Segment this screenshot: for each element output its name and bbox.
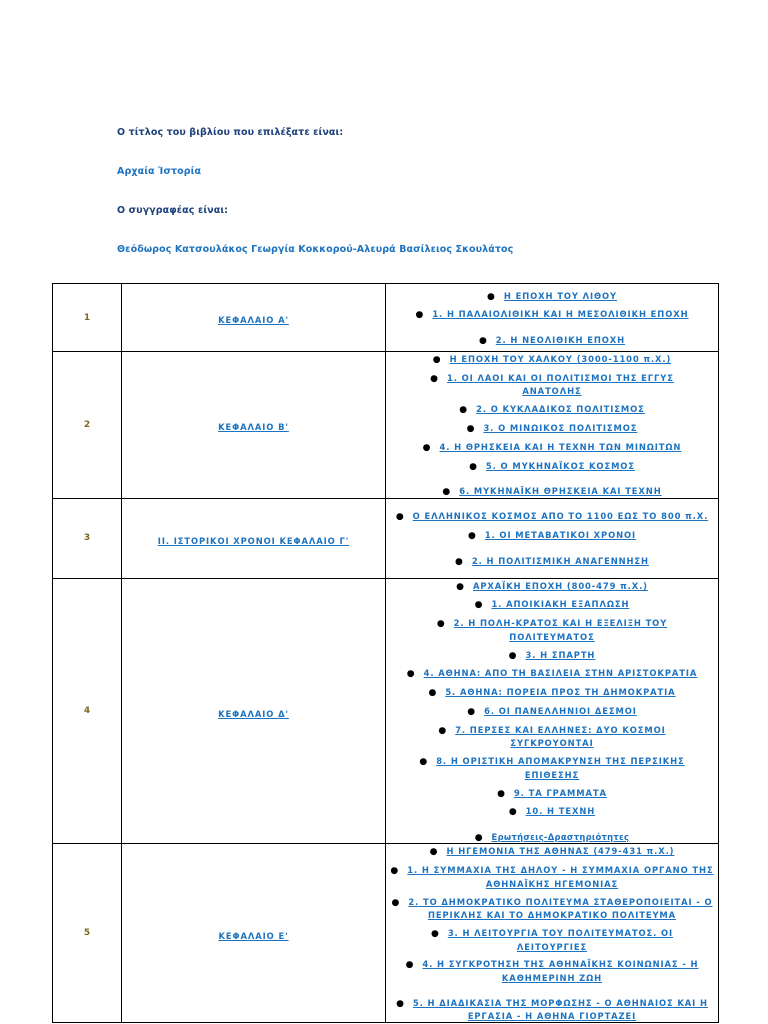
topic-link[interactable]: 2. Ο ΚΥΚΛΑΔΙΚΟΣ ΠΟΛΙΤΙΣΜΟΣ (476, 404, 645, 415)
bullet-icon: ● (486, 291, 495, 302)
book-title-value: Αρχαία Ίστορία (117, 166, 202, 177)
bullet-icon: ● (497, 788, 505, 799)
bullet-icon: ● (478, 335, 487, 346)
topic-link[interactable]: 2. ΤΟ ΔΗΜΟΚΡΑΤΙΚΟ ΠΟΛΙΤΕΥΜΑ ΣΤΑΘΕΡΟΠΟΙΕΙΤΑΙ - Ο ΠΕΡΙΚΛΗΣ ΚΑΙ ΤΟ ΔΗΜΟΚΡΑΤΙΚΟ ΠΟΛΙΤΕΥΜΑ (408, 896, 713, 921)
topic-item (386, 528, 718, 542)
topic-item (386, 704, 718, 718)
topic-item (386, 307, 718, 321)
chapter-row (53, 578, 719, 844)
topic-link[interactable]: 3. Η ΣΠΑΡΤΗ (525, 649, 596, 660)
bullet-icon: ● (508, 650, 517, 661)
topic-link[interactable]: Η ΗΓΕΜΟΝΙΑ ΤΗΣ ΑΘΗΝΑΣ (479-431 π.Χ.) (446, 846, 675, 857)
topic-item (386, 926, 718, 952)
bullet-icon: ● (432, 355, 441, 365)
topic-item (386, 554, 718, 568)
topic-link[interactable]: 4. ΑΘΗΝΑ: ΑΠΟ ΤΗ ΒΑΣΙΛΕΙΑ ΣΤΗΝ ΑΡΙΣΤΟΚΡΑΤΙΑ (423, 668, 698, 679)
topic-item (386, 352, 718, 366)
bullet-icon: ● (391, 897, 400, 908)
topic-link[interactable]: 6. ΜΥΚΗΝΑΪΚΗ ΘΡΗΣΚΕΙΑ ΚΑΙ ΤΕΧΝΗ (459, 486, 662, 497)
chapter-number: 3 (53, 498, 122, 578)
bullet-icon: ● (406, 669, 415, 680)
topic-link[interactable]: 5. ΑΘΗΝΑ: ΠΟΡΕΙΑ ΠΡΟΣ ΤΗ ΔΗΜΟΚΡΑΤΙΑ (445, 687, 676, 698)
bullet-icon: ● (429, 847, 438, 858)
topic-link[interactable]: 4. Η ΣΥΓΚΡΟΤΗΣΗ ΤΗΣ ΑΘΗΝΑΪΚΗΣ ΚΟΙΝΩΝΙΑΣ - Η ΚΑΘΗΜΕΡΙΝΗ ΖΩΗ (422, 959, 699, 983)
chapter-row (53, 352, 719, 499)
topic-item (386, 484, 718, 498)
topic-link[interactable]: 1. Η ΠΑΛΑΙΟΛΙΘΙΚΗ ΚΑΙ Η ΜΕΣΟΛΙΘΙΚΗ ΕΠΟΧΗ (432, 309, 689, 320)
topic-item (386, 844, 718, 858)
topic-link[interactable]: 1. ΑΠΟΙΚΙΑΚΗ ΕΞΑΠΛΩΣΗ (491, 599, 630, 610)
bullet-icon: ● (430, 929, 439, 939)
topic-item (386, 333, 718, 347)
topic-link[interactable]: 4. Η ΘΡΗΣΚΕΙΑ ΚΑΙ Η ΤΕΧΝΗ ΤΩΝ ΜΙΝΩΙΤΩΝ (439, 441, 682, 452)
bullet-icon: ● (474, 600, 483, 611)
author-label: Ο συγγραφέας είναι: (117, 205, 229, 216)
bullet-icon: ● (467, 530, 476, 541)
topic-item (386, 597, 718, 611)
topic-link[interactable]: Ερωτήσεις-Δραστηριότητες (491, 831, 630, 842)
topic-item (386, 830, 718, 844)
topic-item (386, 895, 718, 921)
topic-item (386, 804, 718, 818)
topic-link[interactable]: 1. ΟΙ ΜΕΤΑΒΑΤΙΚΟΙ ΧΡΟΝΟΙ (484, 529, 637, 540)
topic-item (386, 616, 718, 642)
topic-item (386, 685, 718, 699)
topic-item (386, 440, 718, 454)
bullet-icon: ● (508, 807, 517, 818)
topic-item (386, 754, 718, 780)
topic-link[interactable]: 5. Η ΔΙΑΔΙΚΑΣΙΑ ΤΗΣ ΜΟΡΦΩΣΗΣ - Ο ΑΘΗΝΑΙΟΣ ΚΑΙ Η ΕΡΓΑΣΙΑ - Η ΑΘΗΝΑ ΓΙΟΡΤΑΖΕΙ (412, 997, 708, 1022)
bullet-icon: ● (405, 960, 414, 971)
topic-item (386, 957, 718, 983)
topic-link[interactable]: Η ΕΠΟΧΗ ΤΟΥ ΧΑΛΚΟΥ (3000-1100 π.Χ.) (449, 354, 672, 364)
topic-list (386, 579, 718, 844)
bullet-icon: ● (415, 310, 424, 321)
bullet-icon: ● (436, 619, 445, 630)
bullet-icon: ● (390, 866, 399, 877)
topic-link[interactable]: 2. Η ΝΕΟΛΙΘΙΚΗ ΕΠΟΧΗ (495, 334, 626, 345)
chapter-row (53, 284, 719, 352)
bullet-icon: ● (467, 706, 476, 717)
topic-link[interactable]: 3. Ο ΜΙΝΩΙΚΟΣ ΠΟΛΙΤΙΣΜΟΣ (483, 422, 638, 433)
chapter-number: 4 (53, 578, 122, 844)
topic-link[interactable]: 5. Ο ΜΥΚΗΝΑΪΚΟΣ ΚΟΣΜΟΣ (485, 460, 635, 471)
topic-link[interactable]: 6. ΟΙ ΠΑΝΕΛΛΗΝΙΟΙ ΔΕΣΜΟΙ (484, 705, 637, 716)
bullet-icon: ● (419, 757, 428, 768)
topic-link[interactable]: 1. Η ΣΥΜΜΑΧΙΑ ΤΗΣ ΔΗΛΟΥ - Η ΣΥΜΜΑΧΙΑ ΟΡΓΑΝΟ ΤΗΣ ΑΘΗΝΑΪΚΗΣ ΗΓΕΜΟΝΙΑΣ (407, 865, 714, 889)
bullet-icon: ● (466, 423, 475, 434)
bullet-icon: ● (422, 442, 431, 453)
topic-item (386, 289, 718, 303)
topic-item (386, 996, 718, 1022)
chapter-number: 2 (53, 352, 122, 499)
topic-link[interactable]: 10. Η ΤΕΧΝΗ (525, 806, 596, 817)
chapter-row (53, 498, 719, 578)
chapter-row (53, 844, 719, 1022)
topic-item (386, 509, 718, 523)
chapter-link[interactable]: ΚΕΦΑΛΑΙΟ Ε' (218, 930, 289, 941)
topic-link[interactable]: 2. Η ΠΟΛΙΤΙΣΜΙΚΗ ΑΝΑΓΕΝΝΗΣΗ (471, 555, 649, 566)
topic-link[interactable]: 7. ΠΕΡΣΕΣ ΚΑΙ ΕΛΛΗΝΕΣ: ΔΥΟ ΚΟΣΜΟΙ ΣΥΓΚΡΟΥΟΝΤΑΙ (455, 724, 666, 749)
topic-link[interactable]: 9. ΤΑ ΓΡΑΜΜΑΤΑ (513, 787, 607, 798)
topic-item (386, 459, 718, 473)
bullet-icon: ● (396, 998, 404, 1009)
topic-list (386, 289, 718, 347)
topic-item (386, 421, 718, 435)
topic-link[interactable]: 8. Η ΟΡΙΣΤΙΚΗ ΑΠΟΜΑΚΡΥΝΣΗ ΤΗΣ ΠΕΡΣΙΚΗΣ ΕΠΙΘΕΣΗΣ (436, 756, 685, 780)
topic-link[interactable]: ΑΡΧΑΪΚΗ ΕΠΟΧΗ (800-479 π.Χ.) (472, 580, 648, 591)
topic-link[interactable]: 3. Η ΛΕΙΤΟΥΡΓΙΑ ΤΟΥ ΠΟΛΙΤΕΥΜΑΤΟΣ. ΟΙ ΛΕΙΤΟΥΡΓΙΕΣ (447, 928, 674, 952)
topic-item (386, 666, 718, 680)
bullet-icon: ● (395, 512, 404, 523)
topic-item (386, 723, 718, 749)
bullet-icon: ● (455, 556, 463, 567)
chapter-number: 1 (53, 284, 122, 352)
bullet-icon: ● (442, 487, 451, 498)
topic-item (386, 648, 718, 662)
chapter-link[interactable]: ΚΕΦΑΛΑΙΟ Δ' (218, 708, 289, 719)
topic-list (386, 509, 718, 567)
bullet-icon: ● (430, 373, 438, 384)
bullet-icon: ● (469, 461, 477, 472)
topic-link[interactable]: 2. Η ΠΟΛΗ-ΚΡΑΤΟΣ ΚΑΙ Η ΕΞΕΛΙΞΗ ΤΟΥ ΠΟΛΙΤΕΥΜΑΤΟΣ (453, 618, 668, 642)
bullet-icon: ● (459, 405, 468, 416)
topic-link[interactable]: Ο ΕΛΛΗΝΙΚΟΣ ΚΟΣΜΟΣ ΑΠΟ ΤΟ 1100 ΕΩΣ ΤΟ 800 π.Χ. (412, 511, 709, 522)
topic-list (386, 352, 718, 498)
chapter-link[interactable]: ΚΕΦΑΛΑΙΟ Β' (218, 422, 289, 433)
topic-item (386, 371, 718, 397)
topic-item (386, 402, 718, 416)
bullet-icon: ● (428, 688, 437, 699)
book-title-label: Ο τίτλος του βιβλίου που επιλέξατε είναι: (117, 127, 344, 138)
chapters-table (52, 283, 719, 1023)
author-value: Θεόδωρος Κατσουλάκος Γεωργία Κοκκορού-Αλευρά Βασίλειος Σκουλάτος (117, 244, 514, 255)
bullet-icon: ● (438, 725, 447, 736)
topic-item (386, 579, 718, 593)
chapter-link[interactable]: ΙΙ. ΙΣΤΟΡΙΚΟΙ ΧΡΟΝΟΙ ΚΕΦΑΛΑΙΟ Γ' (157, 535, 350, 546)
chapter-number: 5 (53, 844, 122, 1022)
topic-item (386, 863, 718, 889)
topic-list (386, 844, 718, 1021)
bullet-icon: ● (456, 581, 464, 592)
topic-link[interactable]: 1. ΟΙ ΛΑΟΙ ΚΑΙ ΟΙ ΠΟΛΙΤΙΣΜΟΙ ΤΗΣ ΕΓΓΥΣ ΑΝΑΤΟΛΗΣ (447, 372, 674, 397)
chapter-link[interactable]: ΚΕΦΑΛΑΙΟ Α' (218, 315, 289, 325)
topic-link[interactable]: Η ΕΠΟΧΗ ΤΟΥ ΛΙΘΟΥ (503, 290, 618, 301)
topic-item (386, 786, 718, 800)
bullet-icon: ● (474, 832, 483, 843)
